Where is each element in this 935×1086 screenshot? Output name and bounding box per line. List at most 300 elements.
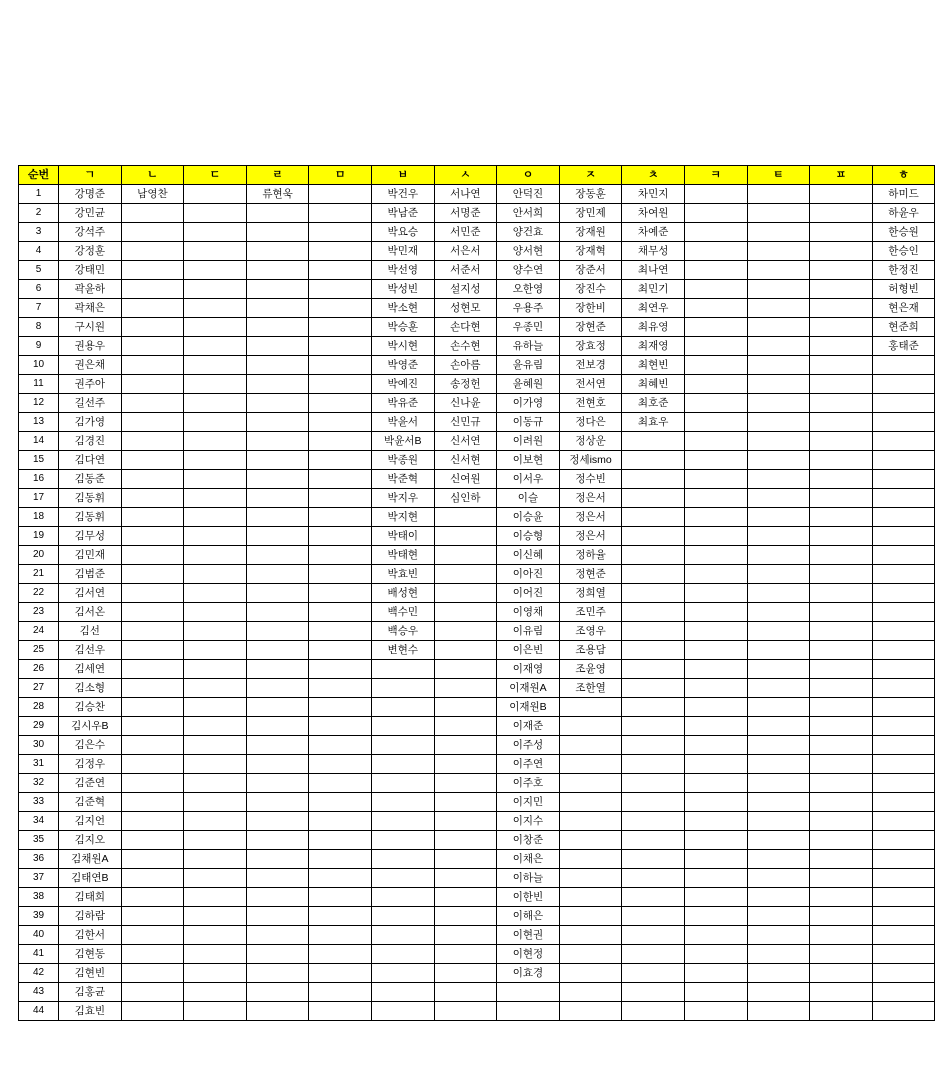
name-cell [872, 508, 935, 527]
name-cell: 김세연 [59, 660, 122, 679]
name-cell [559, 945, 622, 964]
name-cell [747, 850, 810, 869]
name-cell [684, 888, 747, 907]
name-cell: 정상운 [559, 432, 622, 451]
name-cell [246, 451, 309, 470]
row-index-cell: 9 [19, 337, 59, 356]
row-index-cell: 38 [19, 888, 59, 907]
name-cell [747, 489, 810, 508]
name-cell [810, 413, 873, 432]
name-cell [184, 603, 247, 622]
name-cell: 신민규 [434, 413, 497, 432]
name-cell [747, 470, 810, 489]
name-cell: 곽채은 [59, 299, 122, 318]
table-header [19, 166, 935, 185]
name-cell [121, 508, 184, 527]
name-cell [184, 337, 247, 356]
name-cell: 박윤서B [371, 432, 434, 451]
name-cell [747, 375, 810, 394]
name-cell: 김경진 [59, 432, 122, 451]
name-cell [434, 850, 497, 869]
name-cell: 장한비 [559, 299, 622, 318]
name-cell [246, 622, 309, 641]
table-row [19, 413, 935, 432]
name-cell [872, 793, 935, 812]
table-row [19, 717, 935, 736]
name-cell [810, 432, 873, 451]
table-row [19, 660, 935, 679]
name-cell: 손다현 [434, 318, 497, 337]
name-cell [622, 774, 685, 793]
name-cell [747, 337, 810, 356]
name-cell [309, 527, 372, 546]
name-cell [309, 793, 372, 812]
name-cell [309, 584, 372, 603]
name-cell [309, 375, 372, 394]
name-cell [184, 527, 247, 546]
name-cell: 김태연B [59, 869, 122, 888]
name-cell [747, 223, 810, 242]
roster-table [18, 165, 935, 1021]
name-cell [684, 907, 747, 926]
name-cell: 서민준 [434, 223, 497, 242]
name-cell [121, 413, 184, 432]
name-cell [747, 413, 810, 432]
name-cell [747, 869, 810, 888]
name-cell [684, 508, 747, 527]
name-cell [622, 869, 685, 888]
name-cell [810, 774, 873, 793]
name-cell [184, 926, 247, 945]
table-row [19, 546, 935, 565]
name-cell: 김홍균 [59, 983, 122, 1002]
name-cell [246, 413, 309, 432]
name-cell [810, 356, 873, 375]
name-cell [246, 964, 309, 983]
name-cell [434, 945, 497, 964]
name-cell [309, 185, 372, 204]
name-cell: 이어진 [497, 584, 560, 603]
name-cell: 김하람 [59, 907, 122, 926]
name-cell: 안서희 [497, 204, 560, 223]
name-cell [747, 356, 810, 375]
name-cell [684, 223, 747, 242]
name-cell [559, 831, 622, 850]
table-row [19, 489, 935, 508]
name-cell: 김채원A [59, 850, 122, 869]
name-cell [434, 774, 497, 793]
name-cell: 남영찬 [121, 185, 184, 204]
name-cell [810, 660, 873, 679]
name-cell [622, 641, 685, 660]
name-cell [559, 717, 622, 736]
name-cell [434, 907, 497, 926]
name-cell [872, 546, 935, 565]
row-index-cell: 7 [19, 299, 59, 318]
table-row [19, 394, 935, 413]
name-cell [371, 698, 434, 717]
row-index-cell: 5 [19, 261, 59, 280]
row-index-cell: 8 [19, 318, 59, 337]
name-cell [371, 660, 434, 679]
table-row [19, 508, 935, 527]
name-cell [121, 489, 184, 508]
name-cell: 성현모 [434, 299, 497, 318]
name-cell [622, 755, 685, 774]
name-cell [309, 774, 372, 793]
name-cell: 이채은 [497, 850, 560, 869]
name-cell: 전서연 [559, 375, 622, 394]
name-cell: 이보현 [497, 451, 560, 470]
table-row [19, 736, 935, 755]
name-cell: 박민재 [371, 242, 434, 261]
table-row [19, 793, 935, 812]
name-cell: 최유영 [622, 318, 685, 337]
row-index-cell: 10 [19, 356, 59, 375]
name-cell: 박요승 [371, 223, 434, 242]
name-cell [622, 850, 685, 869]
name-cell [684, 356, 747, 375]
name-cell: 박윤서 [371, 413, 434, 432]
name-cell: 곽윤하 [59, 280, 122, 299]
name-cell [684, 451, 747, 470]
name-cell [121, 983, 184, 1002]
name-cell: 이현정 [497, 945, 560, 964]
name-cell [434, 888, 497, 907]
name-cell [747, 185, 810, 204]
name-cell [309, 641, 372, 660]
name-cell: 박효빈 [371, 565, 434, 584]
name-cell [309, 717, 372, 736]
name-cell [371, 755, 434, 774]
row-index-cell: 41 [19, 945, 59, 964]
name-cell [684, 185, 747, 204]
name-cell [371, 888, 434, 907]
name-cell: 정다은 [559, 413, 622, 432]
roster-sheet [18, 165, 919, 1021]
name-cell [684, 698, 747, 717]
name-cell [810, 907, 873, 926]
name-cell [872, 565, 935, 584]
name-cell [747, 565, 810, 584]
table-row [19, 926, 935, 945]
name-cell [747, 299, 810, 318]
name-cell [184, 318, 247, 337]
name-cell: 장동훈 [559, 185, 622, 204]
row-index-cell: 26 [19, 660, 59, 679]
name-cell [371, 812, 434, 831]
name-cell: 최현빈 [622, 356, 685, 375]
name-cell [872, 1002, 935, 1021]
name-cell [184, 622, 247, 641]
name-cell: 김가영 [59, 413, 122, 432]
name-cell: 김준연 [59, 774, 122, 793]
name-cell: 이서우 [497, 470, 560, 489]
name-cell [810, 698, 873, 717]
name-cell [434, 964, 497, 983]
name-cell: 정현준 [559, 565, 622, 584]
name-cell: 박영준 [371, 356, 434, 375]
name-cell: 박시현 [371, 337, 434, 356]
name-cell [309, 337, 372, 356]
name-cell [434, 508, 497, 527]
name-cell [246, 679, 309, 698]
row-index-cell: 18 [19, 508, 59, 527]
name-cell: 조윤영 [559, 660, 622, 679]
name-cell [872, 394, 935, 413]
row-index-cell: 19 [19, 527, 59, 546]
name-cell [559, 983, 622, 1002]
name-cell: 서명준 [434, 204, 497, 223]
name-cell [184, 546, 247, 565]
table-body [19, 185, 935, 1021]
name-cell [434, 812, 497, 831]
name-cell [684, 812, 747, 831]
name-cell [184, 185, 247, 204]
column-header-10: ㅊ [622, 166, 685, 185]
name-cell: 김승찬 [59, 698, 122, 717]
name-cell [121, 527, 184, 546]
name-cell: 차여원 [622, 204, 685, 223]
name-cell [246, 698, 309, 717]
name-cell [309, 622, 372, 641]
table-row [19, 261, 935, 280]
row-index-cell: 11 [19, 375, 59, 394]
name-cell: 최민기 [622, 280, 685, 299]
name-cell: 양서현 [497, 242, 560, 261]
name-cell: 장민제 [559, 204, 622, 223]
table-row [19, 831, 935, 850]
name-cell: 강태민 [59, 261, 122, 280]
name-cell [872, 888, 935, 907]
name-cell: 이효경 [497, 964, 560, 983]
name-cell [684, 926, 747, 945]
name-cell [810, 242, 873, 261]
name-cell [810, 185, 873, 204]
row-index-cell: 29 [19, 717, 59, 736]
row-index-cell: 21 [19, 565, 59, 584]
name-cell [121, 945, 184, 964]
table-row [19, 356, 935, 375]
name-cell [246, 527, 309, 546]
name-cell [184, 1002, 247, 1021]
name-cell [872, 926, 935, 945]
name-cell [747, 432, 810, 451]
table-row [19, 869, 935, 888]
name-cell [246, 831, 309, 850]
row-index-cell: 39 [19, 907, 59, 926]
name-cell [309, 964, 372, 983]
name-cell [559, 907, 622, 926]
name-cell: 김범준 [59, 565, 122, 584]
name-cell [246, 717, 309, 736]
name-cell: 김준혁 [59, 793, 122, 812]
name-cell: 이려원 [497, 432, 560, 451]
name-cell [121, 546, 184, 565]
name-cell [246, 793, 309, 812]
name-cell [121, 432, 184, 451]
name-cell [559, 926, 622, 945]
name-cell [622, 508, 685, 527]
table-row [19, 679, 935, 698]
name-cell [872, 774, 935, 793]
name-cell: 차예준 [622, 223, 685, 242]
name-cell [371, 679, 434, 698]
name-cell [872, 679, 935, 698]
name-cell: 송정헌 [434, 375, 497, 394]
name-cell [684, 546, 747, 565]
name-cell [684, 565, 747, 584]
name-cell: 설지성 [434, 280, 497, 299]
name-cell [810, 926, 873, 945]
name-cell [434, 869, 497, 888]
name-cell [810, 280, 873, 299]
name-cell [872, 660, 935, 679]
name-cell: 김지언 [59, 812, 122, 831]
row-index-cell: 1 [19, 185, 59, 204]
name-cell: 이재원A [497, 679, 560, 698]
name-cell [872, 470, 935, 489]
name-cell: 박건우 [371, 185, 434, 204]
name-cell: 허형빈 [872, 280, 935, 299]
row-index-cell: 24 [19, 622, 59, 641]
name-cell: 손수현 [434, 337, 497, 356]
name-cell [622, 964, 685, 983]
name-cell [622, 736, 685, 755]
name-cell [184, 223, 247, 242]
name-cell [121, 603, 184, 622]
table-row [19, 812, 935, 831]
name-cell [184, 375, 247, 394]
name-cell [309, 356, 372, 375]
name-cell [309, 565, 372, 584]
name-cell [747, 451, 810, 470]
name-cell: 이현권 [497, 926, 560, 945]
name-cell [309, 204, 372, 223]
name-cell: 최효우 [622, 413, 685, 432]
name-cell [872, 717, 935, 736]
name-cell [121, 261, 184, 280]
name-cell [434, 755, 497, 774]
name-cell [747, 679, 810, 698]
name-cell [246, 375, 309, 394]
name-cell [810, 869, 873, 888]
name-cell [371, 831, 434, 850]
name-cell [810, 717, 873, 736]
table-row [19, 907, 935, 926]
table-row [19, 774, 935, 793]
name-cell [684, 527, 747, 546]
name-cell [246, 812, 309, 831]
name-cell [747, 242, 810, 261]
name-cell [309, 1002, 372, 1021]
name-cell [810, 641, 873, 660]
row-index-cell: 2 [19, 204, 59, 223]
name-cell [747, 1002, 810, 1021]
name-cell: 이재영 [497, 660, 560, 679]
name-cell [184, 793, 247, 812]
name-cell: 박남준 [371, 204, 434, 223]
name-cell [309, 660, 372, 679]
row-index-cell: 44 [19, 1002, 59, 1021]
column-header-1: ㄱ [59, 166, 122, 185]
name-cell [684, 945, 747, 964]
name-cell [121, 622, 184, 641]
table-row [19, 375, 935, 394]
name-cell [309, 945, 372, 964]
column-header-5: ㅁ [309, 166, 372, 185]
name-cell [622, 698, 685, 717]
name-cell [371, 926, 434, 945]
name-cell: 박태이 [371, 527, 434, 546]
name-cell [121, 774, 184, 793]
name-cell [622, 926, 685, 945]
name-cell [121, 280, 184, 299]
name-cell [872, 641, 935, 660]
name-cell [684, 470, 747, 489]
name-cell [121, 812, 184, 831]
table-row [19, 964, 935, 983]
name-cell [246, 907, 309, 926]
name-cell [184, 508, 247, 527]
name-cell: 강석주 [59, 223, 122, 242]
name-cell [747, 527, 810, 546]
name-cell [434, 565, 497, 584]
column-header-4: ㄹ [246, 166, 309, 185]
name-cell [309, 698, 372, 717]
name-cell: 신서연 [434, 432, 497, 451]
name-cell [121, 318, 184, 337]
name-cell [810, 489, 873, 508]
name-cell [309, 983, 372, 1002]
name-cell [371, 793, 434, 812]
name-cell [184, 831, 247, 850]
name-cell [121, 204, 184, 223]
name-cell [810, 223, 873, 242]
name-cell [622, 622, 685, 641]
column-header-13: ㅍ [810, 166, 873, 185]
row-index-cell: 42 [19, 964, 59, 983]
name-cell: 김선우 [59, 641, 122, 660]
name-cell: 김정우 [59, 755, 122, 774]
name-cell: 유하늘 [497, 337, 560, 356]
name-cell [309, 831, 372, 850]
name-cell [309, 261, 372, 280]
name-cell [747, 888, 810, 907]
name-cell [747, 831, 810, 850]
name-cell [747, 641, 810, 660]
name-cell [309, 394, 372, 413]
row-index-cell: 40 [19, 926, 59, 945]
name-cell [622, 432, 685, 451]
name-cell: 이재원B [497, 698, 560, 717]
name-cell [559, 793, 622, 812]
name-cell [184, 489, 247, 508]
name-cell: 박성빈 [371, 280, 434, 299]
name-cell: 윤유림 [497, 356, 560, 375]
name-cell: 김선 [59, 622, 122, 641]
name-cell [246, 470, 309, 489]
name-cell: 정은서 [559, 489, 622, 508]
name-cell: 심인하 [434, 489, 497, 508]
name-cell: 양건효 [497, 223, 560, 242]
name-cell [747, 280, 810, 299]
name-cell [184, 261, 247, 280]
name-cell [309, 280, 372, 299]
row-index-cell: 31 [19, 755, 59, 774]
name-cell [622, 717, 685, 736]
name-cell: 이은빈 [497, 641, 560, 660]
